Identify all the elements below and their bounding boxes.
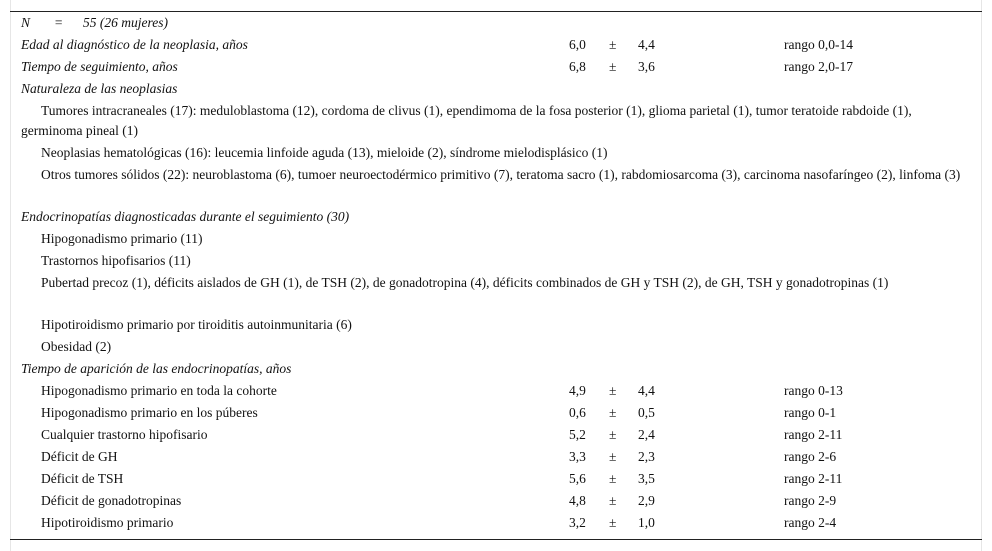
tiempo-row-pm: ± [609,383,617,398]
tiempo-row-label: Hipogonadismo primario en los púberes [41,405,258,420]
tiempo-row [21,490,976,512]
seguimiento-pm: ± [609,59,617,74]
tiempo-row-range: rango 0-13 [784,383,843,398]
tiempo-row-sd: 2,9 [638,493,655,508]
tiempo-row-pm: ± [609,493,617,508]
tiempo-header: Tiempo de aparición de las endocrinopatías, años [21,361,292,376]
tiempo-row-pm: ± [609,471,617,486]
edad-sd: 4,4 [638,37,655,52]
tiempo-row-mean: 5,6 [569,471,586,486]
tiempo-row-sd: 4,4 [638,383,655,398]
tiempo-row-sd: 2,4 [638,427,655,442]
naturaleza-item-text: Tumores intracraneales (17): meduloblastoma (12), cordoma de clivus (1), ependimoma de la fosa posterior (1), glioma parietal (1), tumor teratoide rabdoide (1), germinoma pineal (1) [21,103,912,138]
endocrino-item [21,336,976,358]
tiempo-row [21,468,976,490]
tiempo-row-sd: 1,0 [638,515,655,530]
n-row [21,12,976,34]
endocrino-item [21,228,976,250]
seguimiento-row [21,56,976,78]
naturaleza-item [21,142,976,164]
endocrino-item [21,314,976,336]
tiempo-row-pm: ± [609,515,617,530]
seguimiento-sd: 3,6 [638,59,655,74]
tiempo-row-label: Hipogonadismo primario en toda la cohorte [41,383,277,398]
seguimiento-range: rango 2,0-17 [784,59,853,74]
tiempo-row-mean: 3,3 [569,449,586,464]
data-table [21,12,976,534]
tiempo-row [21,512,976,534]
tiempo-row-pm: ± [609,449,617,464]
naturaleza-item-text: Otros tumores sólidos (22): neuroblastoma (6), tumoer neuroectodérmico primitivo (7), teratoma sacro (1), rabdomiosarcoma (3), carcinoma nasofaríngeo (2), linfoma (3) [41,167,961,182]
edad-label: Edad al diagnóstico de la neoplasia, años [21,37,248,52]
tiempo-row-range: rango 2-4 [784,515,837,530]
seguimiento-label: Tiempo de seguimiento, años [21,59,178,74]
tiempo-row-sd: 2,3 [638,449,655,464]
tiempo-row-label: Hipotiroidismo primario [41,515,174,530]
endocrino-header-row [21,206,976,228]
endocrino-item [21,250,976,272]
tiempo-row-pm: ± [609,427,617,442]
tiempo-row-label: Déficit de GH [41,449,118,464]
tiempo-row [21,402,976,424]
seguimiento-mean: 6,8 [569,59,586,74]
tiempo-row [21,446,976,468]
tiempo-row-range: rango 0-1 [784,405,837,420]
tiempo-row-mean: 3,2 [569,515,586,530]
tiempo-row [21,380,976,402]
naturaleza-header: Naturaleza de las neoplasias [21,81,178,96]
endocrino-item-text: Hipogonadismo primario (11) [41,231,203,246]
tiempo-row-label: Cualquier trastorno hipofisario [41,427,208,442]
tiempo-row-range: rango 2-6 [784,449,837,464]
tiempo-row-mean: 4,9 [569,383,586,398]
naturaleza-item [21,164,976,206]
tiempo-header-row [21,358,976,380]
naturaleza-item [21,100,976,142]
bottom-rule [10,539,982,540]
endocrino-item [21,272,976,314]
endocrino-item-text: Hipotiroidismo primario por tiroiditis autoinmunitaria (6) [41,317,352,332]
edad-row [21,34,976,56]
endocrino-item-text: Obesidad (2) [41,339,112,354]
tiempo-row [21,424,976,446]
tiempo-row-label: Déficit de TSH [41,471,124,486]
tiempo-row-mean: 4,8 [569,493,586,508]
tiempo-row-range: rango 2-9 [784,493,837,508]
tiempo-row-sd: 3,5 [638,471,655,486]
tiempo-row-label: Déficit de gonadotropinas [41,493,182,508]
tiempo-row-sd: 0,5 [638,405,655,420]
edad-mean: 6,0 [569,37,586,52]
edad-range: rango 0,0-14 [784,37,853,52]
endocrino-item-text: Trastornos hipofisarios (11) [41,253,191,268]
endocrino-header: Endocrinopatías diagnosticadas durante el seguimiento (30) [21,209,350,224]
tiempo-row-mean: 0,6 [569,405,586,420]
n-value: 55 (26 mujeres) [83,15,168,30]
n-label: N [21,15,31,30]
tiempo-row-range: rango 2-11 [784,471,843,486]
tiempo-row-range: rango 2-11 [784,427,843,442]
naturaleza-item-text: Neoplasias hematológicas (16): leucemia linfoide aguda (13), mieloide (2), síndrome mielodisplásico (1) [41,145,608,160]
endocrino-item-text: Pubertad precoz (1), déficits aislados de GH (1), de TSH (2), de gonadotropina (4), déficits combinados de GH y TSH (2), de GH, TSH y gonadotropinas (1) [41,275,889,290]
tiempo-row-pm: ± [609,405,617,420]
n-equals: = [54,15,64,30]
edad-pm: ± [609,37,617,52]
naturaleza-header-row [21,78,976,100]
tiempo-row-mean: 5,2 [569,427,586,442]
